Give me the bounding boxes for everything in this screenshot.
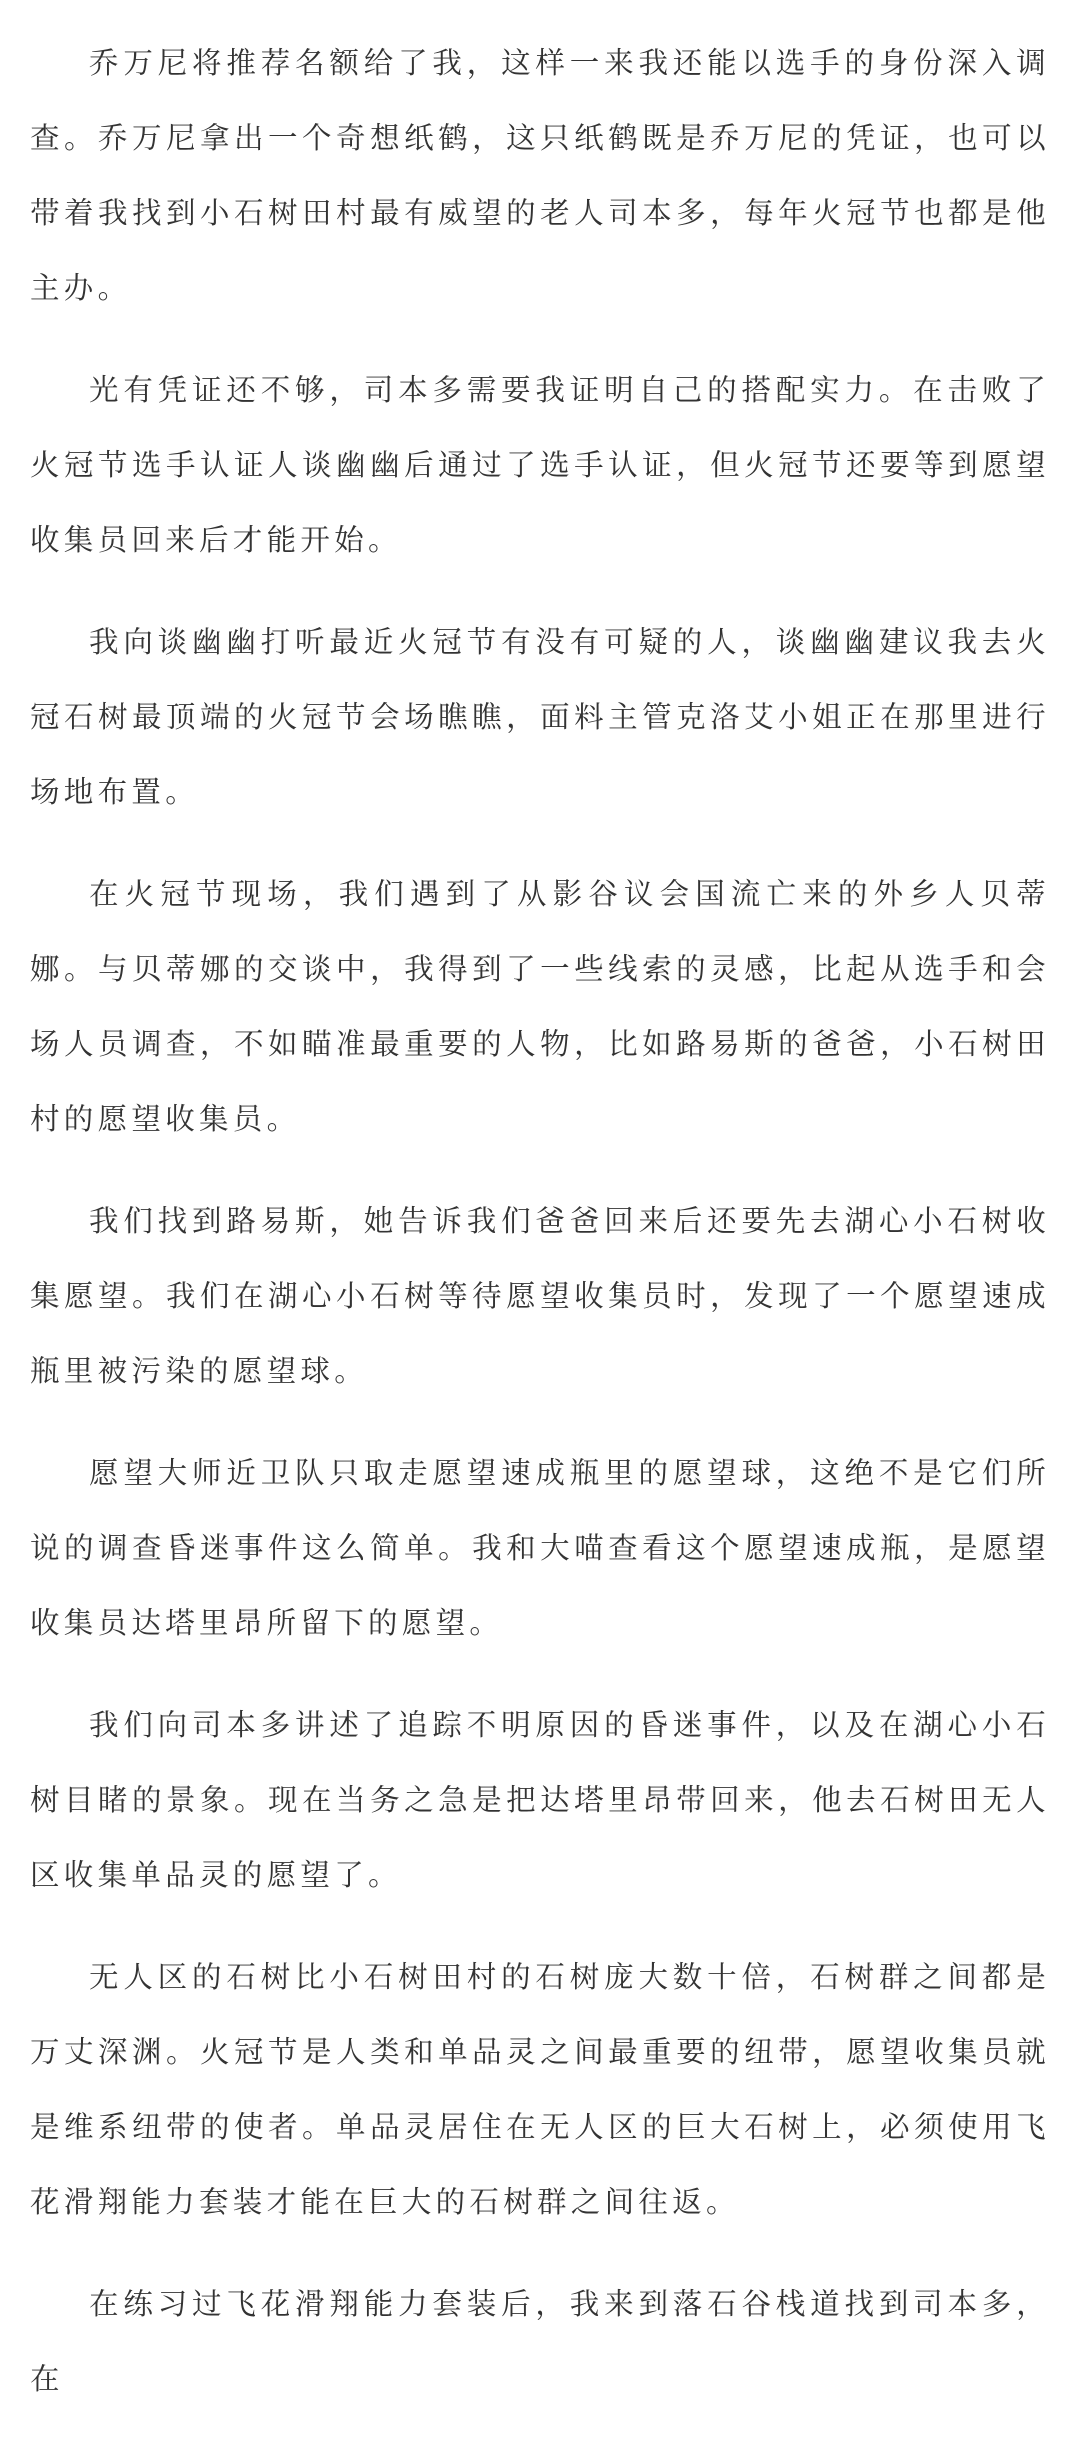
paragraph-6: 愿望大师近卫队只取走愿望速成瓶里的愿望球，这绝不是它们所说的调查昏迷事件这么简单。我和大喵查看这个愿望速成瓶，是愿望收集员达塔里昂所留下的愿望。: [30, 1456, 1050, 1640]
paragraph-7: 我们向司本多讲述了追踪不明原因的昏迷事件，以及在湖心小石树目睹的景象。现在当务之急是把达塔里昂带回来，他去石树田无人区收集单品灵的愿望了。: [30, 1708, 1050, 1892]
paragraph-4: 在火冠节现场，我们遇到了从影谷议会国流亡来的外乡人贝蒂娜。与贝蒂娜的交谈中，我得到了一些线索的灵感，比起从选手和会场人员调查，不如瞄准最重要的人物，比如路易斯的爸爸，小石树田村的愿望收集员。: [30, 877, 1050, 1136]
paragraph-3: 我向谈幽幽打听最近火冠节有没有可疑的人，谈幽幽建议我去火冠石树最顶端的火冠节会场瞧瞧，面料主管克洛艾小姐正在那里进行场地布置。: [30, 625, 1050, 809]
paragraph-9: 在练习过飞花滑翔能力套装后，我来到落石谷栈道找到司本多，在: [30, 2287, 1050, 2396]
paragraph-8: 无人区的石树比小石树田村的石树庞大数十倍，石树群之间都是万丈深渊。火冠节是人类和单品灵之间最重要的纽带，愿望收集员就是维系纽带的使者。单品灵居住在无人区的巨大石树上，必须使用飞花滑翔能力套装才能在巨大的石树群之间往返。: [30, 1960, 1050, 2219]
paragraph-2: 光有凭证还不够，司本多需要我证明自己的搭配实力。在击败了火冠节选手认证人谈幽幽后通过了选手认证，但火冠节还要等到愿望收集员回来后才能开始。: [30, 373, 1050, 557]
paragraph-1: 乔万尼将推荐名额给了我，这样一来我还能以选手的身份深入调查。乔万尼拿出一个奇想纸鹤，这只纸鹤既是乔万尼的凭证，也可以带着我找到小石树田村最有威望的老人司本多，每年火冠节也都是他主办。: [30, 46, 1050, 305]
paragraph-5: 我们找到路易斯，她告诉我们爸爸回来后还要先去湖心小石树收集愿望。我们在湖心小石树等待愿望收集员时，发现了一个愿望速成瓶里被污染的愿望球。: [30, 1204, 1050, 1388]
